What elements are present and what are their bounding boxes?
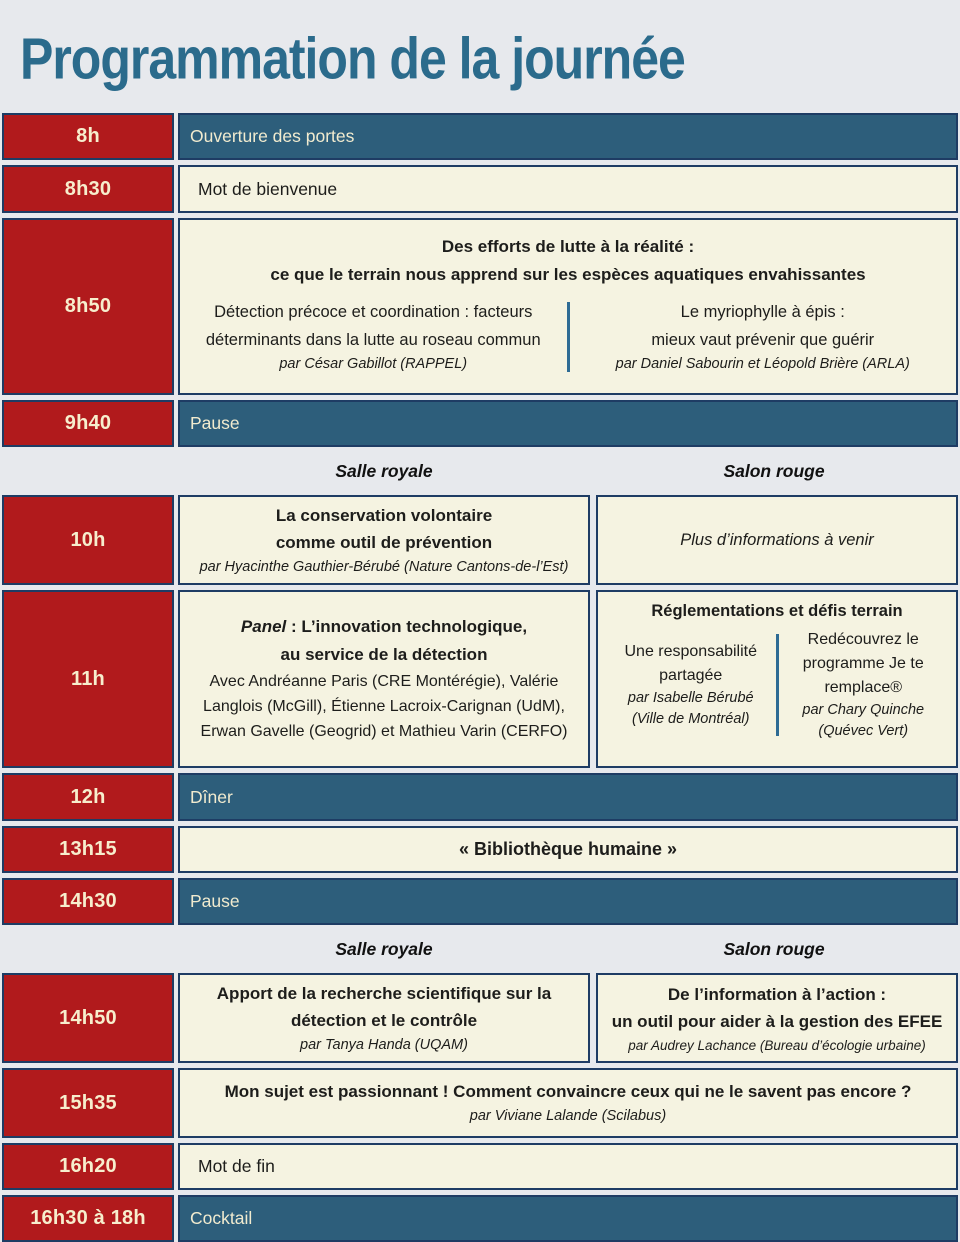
- event-cell-cocktail: [178, 1195, 958, 1242]
- room-header-salon-rouge: [590, 939, 958, 960]
- schedule-row-14h30: [2, 878, 958, 925]
- room-cards: [178, 495, 958, 585]
- speaker-line: (Ville de Montréal): [632, 711, 750, 728]
- time-label: 11h: [71, 667, 105, 690]
- time-cell-16h30-18h: [2, 1195, 174, 1242]
- time-cell-12h: [2, 773, 174, 821]
- schedule-row-16h20: [2, 1143, 958, 1190]
- time-cell-8h30: [2, 165, 174, 213]
- event-label: Pause: [190, 891, 240, 911]
- event-label: Dîner: [190, 786, 233, 807]
- time-label: 13h15: [59, 838, 117, 860]
- subtalk-title: Redécouvrez le programme Je te remplace®: [802, 631, 924, 697]
- room-header-band-1: [178, 447, 958, 495]
- time-cell-8h50: [2, 218, 174, 395]
- time-label: 14h30: [59, 890, 117, 912]
- event-cell-ouverture: [178, 113, 958, 160]
- speaker-line: par Daniel Sabourin et Léopold Brière (ARLA): [615, 356, 910, 373]
- room-name: Salle royale: [335, 460, 433, 481]
- event-label: Pause: [190, 413, 240, 433]
- schedule-row-15h35: [2, 1068, 958, 1138]
- subtalk-title-line: Le myriophylle à épis :: [680, 303, 845, 322]
- session-card-conservation: [178, 495, 590, 585]
- room-cards: [178, 590, 958, 768]
- page-title: Programmation de la journée: [20, 26, 685, 92]
- session-title-line: comme outil de prévention: [275, 533, 493, 553]
- session-heading: [180, 220, 956, 288]
- session-card-tba: [596, 495, 958, 585]
- time-label: 16h30 à 18h: [30, 1207, 146, 1229]
- session-title-line: détection et le contrôle: [290, 1011, 478, 1031]
- speaker-line: par Isabelle Bérubé: [627, 690, 754, 707]
- event-cell-bienvenue: [178, 165, 958, 213]
- schedule-row-9h40: [2, 400, 958, 447]
- session-card-information-action: [596, 973, 958, 1063]
- time-label: 8h30: [64, 177, 112, 200]
- speaker-line: (Quévec Vert): [818, 723, 909, 740]
- event-cell-mot-de-fin: [178, 1143, 958, 1190]
- session-card-reglementations: [596, 590, 958, 768]
- schedule-row-8h: [2, 113, 958, 160]
- time-cell-11h: [2, 590, 174, 768]
- session-subtalks: [598, 628, 956, 742]
- session-title-line: au service de la détection: [280, 644, 488, 664]
- session-heading: Réglementations et défis terrain: [651, 602, 903, 620]
- time-cell-14h30: [2, 878, 174, 925]
- room-header-salon-rouge: [590, 461, 958, 482]
- time-cell-10h: [2, 495, 174, 585]
- page-header: [0, 0, 960, 113]
- time-cell-15h35: [2, 1068, 174, 1138]
- subtalk-title-line: partagée: [659, 667, 723, 685]
- time-label: 15h35: [59, 1091, 117, 1114]
- subtalk-title-line: mieux vaut prévenir que guérir: [651, 331, 875, 350]
- event-label: Mot de fin: [198, 1156, 275, 1176]
- time-label: 8h50: [64, 295, 112, 317]
- panel-word: Panel: [240, 617, 287, 637]
- schedule-table: [2, 113, 958, 1242]
- speaker-line: par Audrey Lachance (Bureau d’écologie urbaine): [628, 1037, 926, 1053]
- time-label: 14h50: [59, 1006, 117, 1029]
- panel-title-rest: : L’innovation technologique,: [286, 617, 528, 637]
- speaker-line: par Viviane Lalande (Scilabus): [469, 1107, 667, 1124]
- schedule-row-14h50: [2, 973, 958, 1063]
- time-label: 12h: [70, 785, 106, 808]
- session-heading-line1: Des efforts de lutte à la réalité :: [441, 237, 695, 256]
- session-title-line: [241, 613, 527, 641]
- time-cell-14h50: [2, 973, 174, 1063]
- event-label: Ouverture des portes: [190, 126, 355, 146]
- speaker-line: par Hyacinthe Gauthier-Bérubé (Nature Cantons-de-l’Est): [199, 558, 569, 575]
- event-cell-pause1: [178, 400, 958, 447]
- room-cards: [178, 973, 958, 1063]
- time-label: 8h: [76, 125, 100, 147]
- subtalk-title-line: Une responsabilité: [624, 643, 758, 661]
- subtalk-title-line: Détection précoce et coordination : facteurs: [214, 303, 533, 322]
- speaker-line: par César Gabillot (RAPPEL): [279, 356, 468, 373]
- subtalk-title-line: déterminants dans la lutte au roseau commun: [205, 331, 541, 350]
- event-label: « Bibliothèque humaine »: [458, 839, 678, 859]
- schedule-row-11h: [2, 590, 958, 768]
- subtalk-left: [180, 298, 567, 376]
- schedule-row-8h30: [2, 165, 958, 213]
- event-cell-pause2: [178, 878, 958, 925]
- session-title-line: La conservation volontaire: [275, 505, 493, 525]
- session-card-panel-innovation: [178, 590, 590, 768]
- room-header-band-2: [178, 925, 958, 973]
- subtalk-left: [606, 640, 776, 730]
- session-card-passionnant: [178, 1068, 958, 1138]
- time-label: 10h: [70, 528, 106, 551]
- event-cell-diner: [178, 773, 958, 821]
- room-header-salle-royale: [178, 939, 590, 960]
- time-cell-8h: [2, 113, 174, 160]
- subtalk-right: [779, 628, 949, 742]
- time-label: 16h20: [59, 1155, 117, 1177]
- time-cell-16h20: [2, 1143, 174, 1190]
- schedule-row-13h15: [2, 826, 958, 873]
- schedule-row-12h: [2, 773, 958, 821]
- schedule-row-8h50: [2, 218, 958, 395]
- session-title-line: Apport de la recherche scientifique sur la: [216, 983, 552, 1003]
- session-title-line: un outil pour aider à la gestion des EFEE: [611, 1012, 943, 1032]
- room-name: Salle royale: [335, 938, 433, 959]
- speaker-line: par Tanya Handa (UQAM): [300, 1036, 468, 1053]
- subtalk-right: [570, 298, 957, 376]
- event-label: Mot de bienvenue: [198, 178, 338, 199]
- time-label: 9h40: [64, 412, 112, 434]
- session-title-line: De l’information à l’action :: [667, 984, 887, 1004]
- event-cell-bibliotheque: [178, 826, 958, 873]
- placeholder-note: Plus d’informations à venir: [680, 530, 874, 549]
- time-cell-13h15: [2, 826, 174, 873]
- room-header-salle-royale: [178, 461, 590, 482]
- time-cell-9h40: [2, 400, 174, 447]
- session-heading-line2: ce que le terrain nous apprend sur les espèces aquatiques envahissantes: [270, 264, 866, 284]
- schedule-row-16h30-18h: [2, 1195, 958, 1242]
- room-name: Salon rouge: [723, 460, 825, 481]
- speaker-line: par Chary Quinche: [802, 702, 925, 719]
- schedule-row-10h: [2, 495, 958, 585]
- session-card-plenary-morning: [178, 218, 958, 395]
- session-title-line: Mon sujet est passionnant ! Comment convaincre ceux qui ne le savent pas encore ?: [224, 1082, 912, 1102]
- panel-participants: Avec Andréanne Paris (CRE Montérégie), Valérie Langlois (McGill), Étienne Lacroix-Carignan (UdM), Erwan Gavelle (Geogrid) et Mathieu Varin (CERFO): [200, 673, 568, 740]
- room-name: Salon rouge: [723, 938, 825, 959]
- event-label: Cocktail: [190, 1208, 253, 1228]
- session-subtalks: [180, 298, 956, 376]
- session-card-recherche: [178, 973, 590, 1063]
